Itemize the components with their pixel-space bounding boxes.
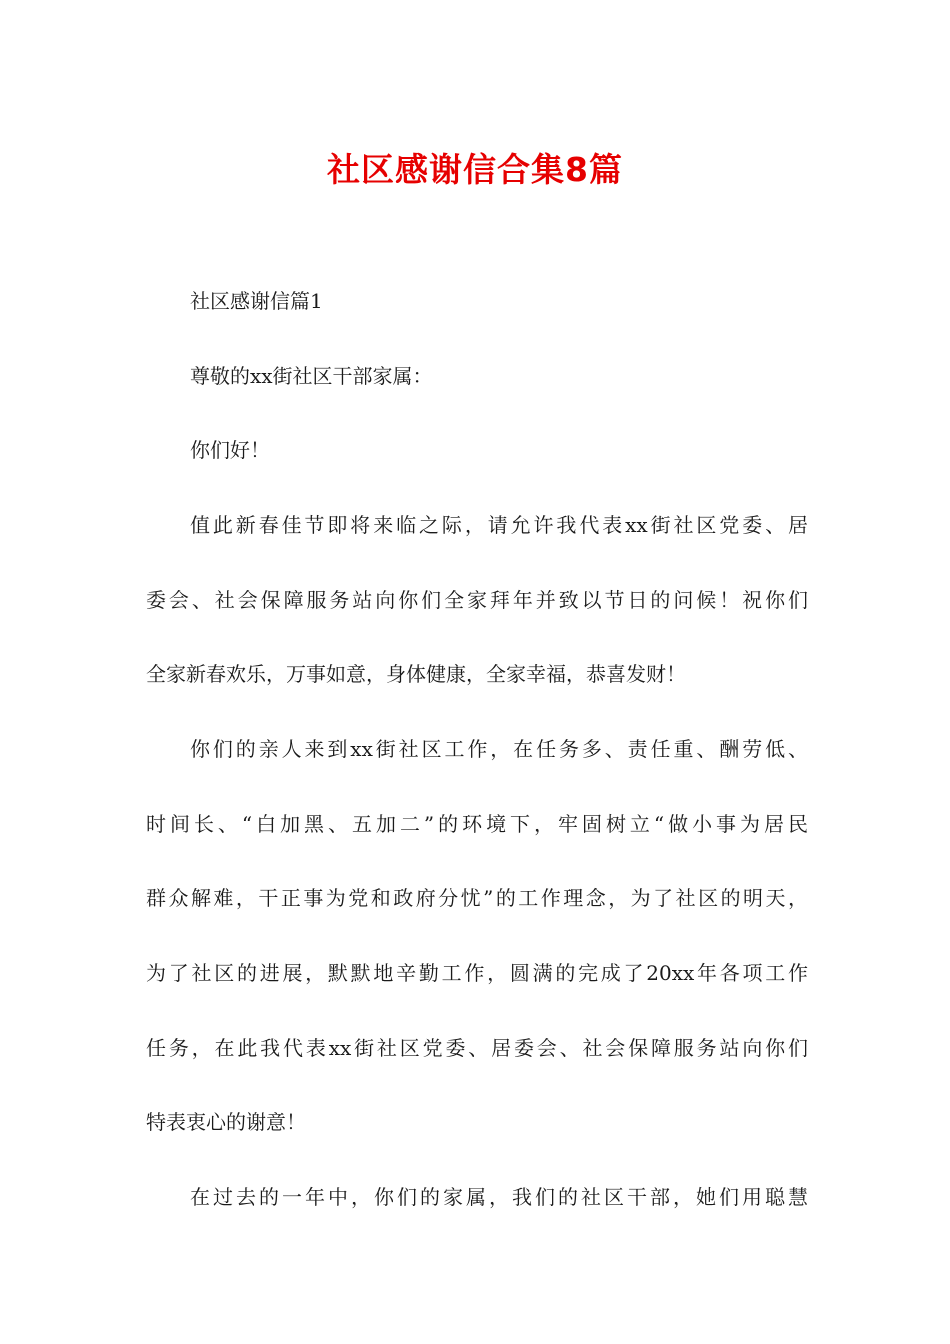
paragraph-line: 为了社区的进展，默默地辛勤工作，圆满的完成了20xx年各项工作 bbox=[146, 961, 808, 985]
document-title: 社区感谢信合集8篇 bbox=[327, 150, 623, 189]
paragraph-line: 值此新春佳节即将来临之际，请允许我代表xx街社区党委、居 bbox=[190, 513, 808, 537]
paragraph-line: 委会、社会保障服务站向你们全家拜年并致以节日的问候！祝你们 bbox=[146, 588, 808, 612]
section-heading: 社区感谢信篇1 bbox=[190, 289, 323, 313]
paragraph-line: 在过去的一年中，你们的家属，我们的社区干部，她们用聪慧 bbox=[190, 1185, 808, 1209]
salutation: 尊敬的xx街社区干部家属： bbox=[190, 364, 433, 388]
paragraph-line: 全家新春欢乐，万事如意，身体健康，全家幸福，恭喜发财！ bbox=[146, 662, 686, 686]
greeting: 你们好！ bbox=[190, 438, 270, 462]
paragraph-line: 任务，在此我代表xx街社区党委、居委会、社会保障服务站向你们 bbox=[146, 1036, 808, 1060]
paragraph-line: 群众解难，干正事为党和政府分忧”的工作理念，为了社区的明天， bbox=[146, 886, 808, 910]
paragraph-line: 你们的亲人来到xx街社区工作，在任务多、责任重、酬劳低、 bbox=[190, 737, 808, 761]
paragraph-line: 特表衷心的谢意！ bbox=[146, 1110, 306, 1134]
paragraph-line: 时间长、“白加黑、五加二”的环境下，牢固树立“做小事为居民 bbox=[146, 812, 808, 836]
